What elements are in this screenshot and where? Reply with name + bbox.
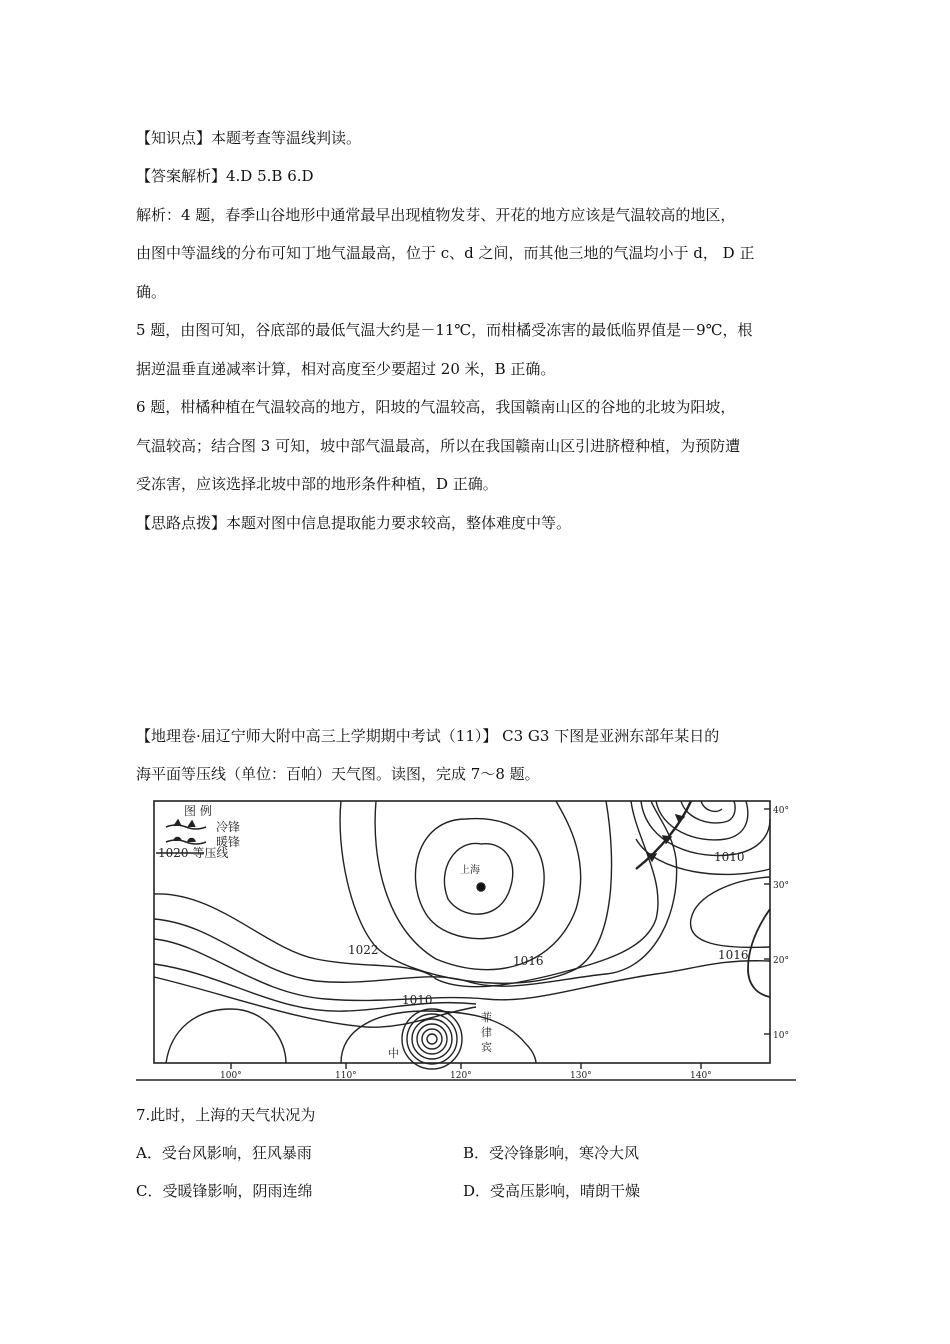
explain-line-1: 解析：4 题，春季山谷地形中通常最早出现植物发芽、开花的地方应该是气温较高的地区， <box>136 206 736 224</box>
philippines-char-3: 宾 <box>481 1041 492 1054</box>
legend-warm: 暖锋 <box>216 835 241 849</box>
philippines-char-2: 律 <box>481 1026 492 1039</box>
isobar-high-inner <box>444 843 512 914</box>
isobar-low-left <box>166 1009 286 1063</box>
lat-20: 20° <box>773 956 789 966</box>
isobar-label-1016-right: 1016 <box>718 948 749 962</box>
legend-title: 图 例 <box>184 804 212 818</box>
isobar-label-1010-low: 1010 <box>402 993 433 1007</box>
explain-line-7: 气温较高；结合图 3 可知，坡中部气温最高，所以在我国赣南山区引进脐橙种植，为预防遭 <box>136 437 741 455</box>
thinking-tip: 【思路点拨】本题对图中信息提取能力要求较高，整体难度中等。 <box>136 514 572 532</box>
isobar-right-high <box>691 877 770 947</box>
front-east <box>748 909 770 997</box>
china-char: 中 <box>388 1047 399 1060</box>
map-frame <box>154 801 770 1063</box>
isobar-high-2 <box>415 819 544 939</box>
isobar-label-1022: 1022 <box>348 943 379 957</box>
option-a[interactable]: A．受台风影响，狂风暴雨 <box>136 1144 312 1162</box>
lat-10: 10° <box>773 1031 789 1041</box>
lon-120: 120° <box>450 1071 472 1081</box>
explain-line-8: 受冻害，应该选择北坡中部的地形条件种植，D 正确。 <box>136 475 498 493</box>
knowledge-point: 【知识点】本题考查等温线判读。 <box>136 129 362 147</box>
lon-130: 130° <box>570 1071 592 1081</box>
source-line-2: 海平面等压线（单位：百帕）天气图。读图，完成 7～8 题。 <box>136 765 540 783</box>
isobar-high-4 <box>340 801 612 983</box>
shanghai-dot <box>477 883 485 891</box>
cold-front <box>636 801 691 869</box>
isobar-label-1010-top: 1010 <box>714 850 745 864</box>
option-b[interactable]: B．受冷锋影响，寒冷大风 <box>463 1144 640 1162</box>
explain-line-3: 确。 <box>136 283 167 301</box>
answer-key: 【答案解析】4.D 5.B 6.D <box>136 167 314 185</box>
legend-cold: 冷锋 <box>216 820 241 834</box>
longitude-ticks <box>231 1063 701 1069</box>
source-line-1: 【地理卷·届辽宁师大附中高三上学期期中考试（11）】 C3 G3 下图是亚洲东部年某日的 <box>136 727 720 745</box>
lon-110: 110° <box>335 1071 357 1081</box>
weather-map <box>136 799 796 1081</box>
explain-line-6: 6 题，柑橘种植在气温较高的地方，阳坡的气温较高，我国赣南山区的谷地的北坡为阳坡， <box>136 398 736 416</box>
option-d[interactable]: D．受高压影响，晴朗干燥 <box>463 1182 641 1200</box>
isobar-1010-low <box>341 1011 536 1063</box>
explain-line-5: 据逆温垂直递减率计算，相对高度至少要超过 20 米，B 正确。 <box>136 360 556 378</box>
latitude-ticks <box>764 809 770 1034</box>
legend-cold-front-symbol <box>166 825 206 829</box>
legend-isobar: 1020 等压线 <box>158 846 229 860</box>
shanghai-label: 上海 <box>460 865 480 876</box>
legend-warm-front-symbol <box>166 840 206 844</box>
lon-140: 140° <box>690 1071 712 1081</box>
lat-30: 30° <box>773 881 789 891</box>
explain-line-4: 5 题，由图可知，谷底部的最低气温大约是－11℃，而柑橘受冻害的最低临界值是－9℃，根 <box>136 321 753 339</box>
lon-100: 100° <box>220 1071 242 1081</box>
explain-line-2: 由图中等温线的分布可知丁地气温最高，位于 c、d 之间，而其他三地的气温均小于 d， D 正 <box>136 244 755 262</box>
isobar-label-1016-mid: 1016 <box>513 954 544 968</box>
lat-40: 40° <box>773 806 789 816</box>
philippines-char-1: 菲 <box>481 1011 492 1024</box>
option-c[interactable]: C．受暖锋影响，阴雨连绵 <box>136 1182 313 1200</box>
question-stem: 7.此时，上海的天气状况为 <box>136 1106 316 1124</box>
